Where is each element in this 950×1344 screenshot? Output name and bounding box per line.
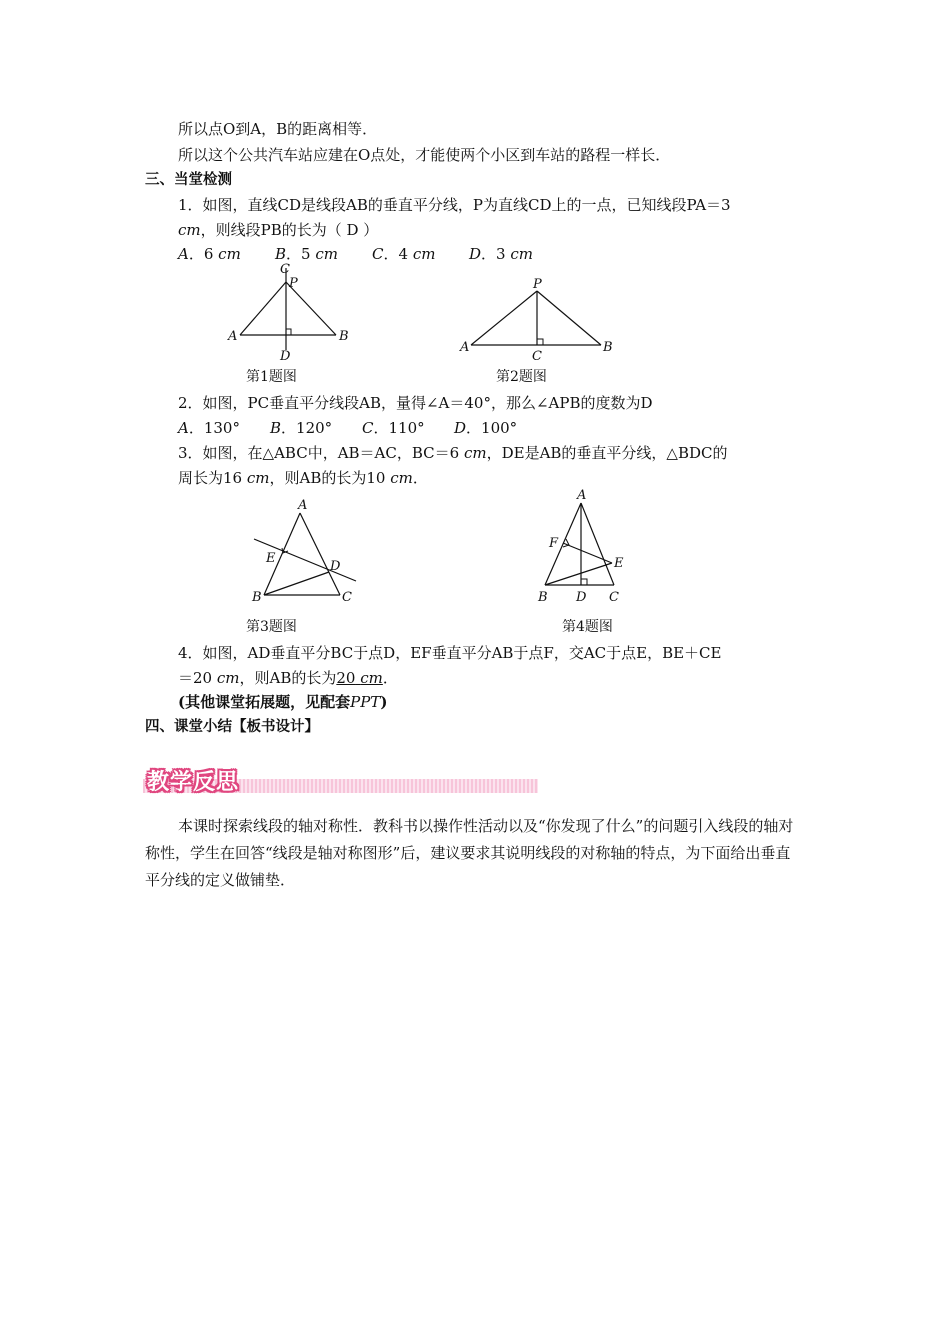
label-d: D — [330, 559, 341, 574]
figure-3 — [240, 495, 370, 610]
figure-1-caption: 第1题图 — [246, 369, 297, 385]
reflection-banner — [143, 765, 538, 795]
label-c: C — [280, 262, 290, 277]
label-b: B — [339, 329, 349, 344]
label-b: B — [252, 590, 262, 605]
figure-4 — [532, 485, 632, 605]
label-c: C — [532, 349, 542, 364]
question-1-line-1: 1．如图，直线CD是线段AB的垂直平分线，P为直线CD上的一点，已知线段PA＝3 — [178, 196, 731, 214]
question-3-line-1: 3．如图，在△ABC中，AB＝AC，BC＝6 cm，DE是AB的垂直平分线，△BDC的 — [178, 444, 728, 462]
label-d: D — [576, 590, 587, 605]
question-2-options: A．130° B．120° C．110° D．100° — [178, 419, 518, 437]
question-2: 2．如图，PC垂直平分线段AB，量得∠A＝40°，那么∠APB的度数为D — [178, 394, 653, 412]
label-e: E — [266, 551, 276, 566]
label-a: A — [460, 340, 470, 355]
label-b: B — [538, 590, 548, 605]
figure-3-caption: 第3题图 — [246, 619, 297, 635]
banner-title: 教学反思 — [147, 770, 240, 795]
ppt-note: (其他课堂拓展题，见配套PPT) — [178, 693, 388, 711]
label-a: A — [228, 329, 238, 344]
label-p: P — [289, 276, 298, 291]
option-a: A．6 cm — [178, 245, 241, 263]
label-e: E — [614, 556, 624, 571]
question-4-line-1: 4．如图，AD垂直平分BC于点D，EF垂直平分AB于点F，交AC于点E，BE＋CE — [178, 644, 722, 662]
option-b: B．5 cm — [275, 245, 338, 263]
label-b: B — [603, 340, 613, 355]
option-d: D．3 cm — [469, 245, 533, 263]
label-a: A — [298, 498, 308, 513]
option-c: C．4 cm — [372, 245, 436, 263]
text-line: 所以这个公共汽车站应建在O点处，才能使两个小区到车站的路程一样长． — [178, 146, 671, 164]
question-4-line-2: ＝20 cm，则AB的长为20 cm． — [178, 669, 398, 687]
label-d: D — [280, 349, 291, 364]
text-line: 所以点O到A，B的距离相等． — [178, 120, 378, 138]
section-heading-3: 三、当堂检测 — [145, 172, 232, 188]
label-f: F — [549, 536, 559, 551]
answer-blank: 20 cm — [336, 669, 383, 687]
figure-4-caption: 第4题图 — [562, 619, 613, 635]
label-c: C — [342, 590, 352, 605]
label-p: P — [533, 277, 542, 292]
figure-1 — [220, 260, 360, 365]
figure-2-caption: 第2题图 — [496, 369, 547, 385]
question-1-line-2: cm，则线段PB的长为（ D ） — [178, 221, 379, 239]
question-3-line-2: 周长为16 cm，则AB的长为10 cm． — [178, 469, 428, 487]
label-a: A — [577, 488, 587, 503]
section-heading-4: 四、课堂小结【板书设计】 — [145, 719, 319, 735]
figure-2 — [455, 275, 620, 365]
reflection-paragraph: 本课时探索线段的轴对称性．教科书以操作性活动以及“你发现了什么”的问题引入线段的轴对称性，学生在回答“线段是轴对称图形”后，建议要求其说明线段的对称轴的特点，为下面给出垂直平分线的定义做铺垫． — [145, 817, 794, 889]
label-c: C — [609, 590, 619, 605]
